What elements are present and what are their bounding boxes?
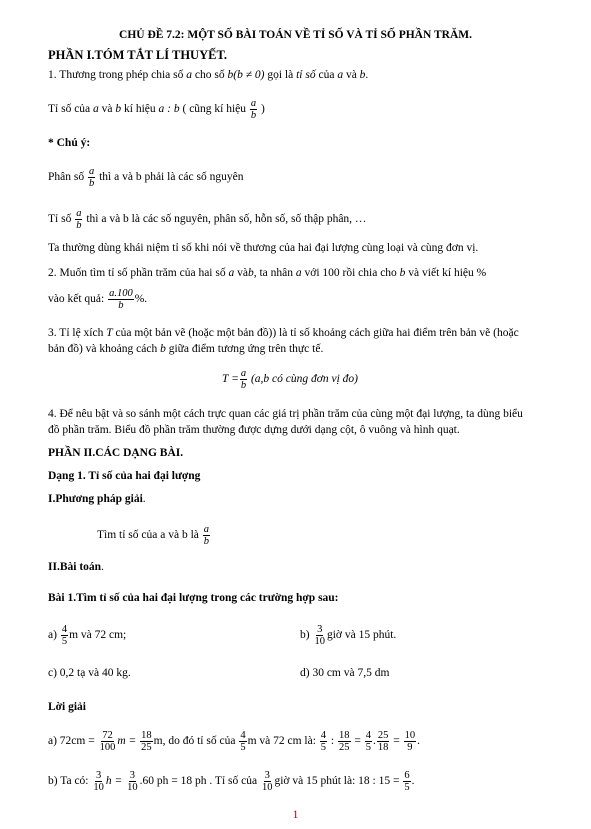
fraction: $\frac{3}{10}$ xyxy=(261,770,273,793)
fraction: $\frac{a}{b}$ xyxy=(250,98,257,121)
exercise-1-heading: Bài 1.Tìm tỉ số của hai đại lượng trong các trường hợp sau: xyxy=(48,592,339,604)
note-1: Phân số $\frac{a}{b}$ thì a và b phải là các số nguyên xyxy=(48,166,244,189)
theory-item-3-cont: bản đồ) và khoảng cách b giữa điểm tương ứng trên thực tế. xyxy=(48,343,324,355)
solution-heading: Lời giải xyxy=(48,701,86,713)
theory-item-4-cont: đồ phần trăm. Biểu đồ phần trăm thường được dựng dưới dạng cột, ô vuông và hình quạt. xyxy=(48,424,460,436)
question-b: b) $\frac{3}{10}$ giờ và 15 phút. xyxy=(300,624,397,647)
question-c: c) 0,2 tạ và 40 kg. xyxy=(48,667,131,679)
fraction: $\frac{a}{b}$ xyxy=(240,368,247,391)
solution-a: a) 72cm = $\frac{72}{100}$ m = $\frac{18}{25}$ m, do đó tỉ số của $\frac{4}{5}$ m và 72 cm là: $\frac{4}{5}$ : $\frac{18}{25}$ = $\frac{4}{5}$ . $\frac{25}{18}$ = $\frac{10}{9}$ . xyxy=(48,730,420,753)
fraction: $\frac{72}{100}$ xyxy=(99,730,116,753)
fraction: $\frac{3}{10}$ xyxy=(127,770,138,793)
fraction: $\frac{a.100}{b}$ xyxy=(109,288,133,311)
question-d: d) 30 cm và 7,5 dm xyxy=(300,667,390,679)
theory-item-2: 2. Muốn tìm tỉ số phần trăm của hai số a vàb, ta nhân a với 100 rồi chia cho b và viết kí hiệu % xyxy=(48,267,487,279)
theory-item-2-cont: vào kết quả: $\frac{a.100}{b}$ %. xyxy=(48,288,148,311)
part-1-heading: PHẦN I.TÓM TẮT LÍ THUYẾT. xyxy=(48,48,227,62)
type-1-heading: Dạng 1. Tỉ số của hai đại lượng xyxy=(48,470,201,482)
theory-item-3: 3. Tỉ lệ xích T của một bản vẽ (hoặc một bản đồ)) là tỉ số khoảng cách giữa hai điểm trên bản vẽ (hoặc xyxy=(48,327,519,339)
ratio-notation: Tỉ số của a và b kí hiệu a : b ( cũng kí hiệu $\frac{a}{b}$ ) xyxy=(48,98,265,121)
fraction: $\frac{a}{b}$ xyxy=(203,524,209,547)
method-text: Tìm tỉ số của a và b là $\frac{a}{b}$ xyxy=(97,524,209,547)
fraction: $\frac{4}{5}$ xyxy=(365,730,371,753)
page-number: 1 xyxy=(292,809,299,821)
fraction: $\frac{3}{10}$ xyxy=(93,770,104,793)
note-3: Ta thường dùng khái niệm tỉ số khi nói về thương của hai đại lượng cùng loại và cùng đơn vị. xyxy=(48,242,479,254)
method-heading: I.Phương pháp giải. xyxy=(48,493,146,505)
fraction: $\frac{4}{5}$ xyxy=(61,624,68,647)
fraction: $\frac{3}{10}$ xyxy=(314,624,325,647)
scale-formula: T = $\frac{a}{b}$ (a,b có cùng đơn vị đo) xyxy=(222,368,359,391)
fraction: $\frac{18}{25}$ xyxy=(339,730,350,753)
note-2: Tỉ số $\frac{a}{b}$ thì a và b là các số nguyên, phân số, hỗn số, số thập phân, … xyxy=(48,208,367,231)
question-a: a) $\frac{4}{5}$ m và 72 cm; xyxy=(48,624,127,647)
fraction: $\frac{a}{b}$ xyxy=(88,166,95,189)
problems-heading: II.Bài toán. xyxy=(48,561,104,573)
fraction: $\frac{a}{b}$ xyxy=(76,208,82,231)
fraction: $\frac{4}{5}$ xyxy=(320,730,327,753)
part-2-heading: PHẦN II.CÁC DẠNG BÀI. xyxy=(48,447,184,459)
solution-b: b) Ta có: $\frac{3}{10}$ h = $\frac{3}{10}$ .60 ph = 18 ph . Tỉ số của $\frac{3}{10}$ giờ và 15 phút là: 18 : 15 = $\frac{6}{5}$ . xyxy=(48,770,415,793)
note-heading: * Chú ý: xyxy=(48,137,91,149)
fraction: $\frac{18}{25}$ xyxy=(141,730,152,753)
fraction: $\frac{25}{18}$ xyxy=(377,730,389,753)
fraction: $\frac{10}{9}$ xyxy=(404,730,416,753)
fraction: $\frac{4}{5}$ xyxy=(240,730,246,753)
fraction: $\frac{6}{5}$ xyxy=(404,770,410,793)
theory-item-1: 1. Thương trong phép chia số a cho số b(b ≠ 0) gọi là tỉ số của a và b. xyxy=(48,69,369,81)
theory-item-4: 4. Để nêu bật và so sánh một cách trực quan các giá trị phần trăm của cùng một đại lượng, ta dùng biểu xyxy=(48,408,523,420)
page-title: CHỦ ĐỀ 7.2: MỘT SỐ BÀI TOÁN VỀ TỈ SỐ VÀ TỈ SỐ PHẦN TRĂM. xyxy=(119,29,472,41)
